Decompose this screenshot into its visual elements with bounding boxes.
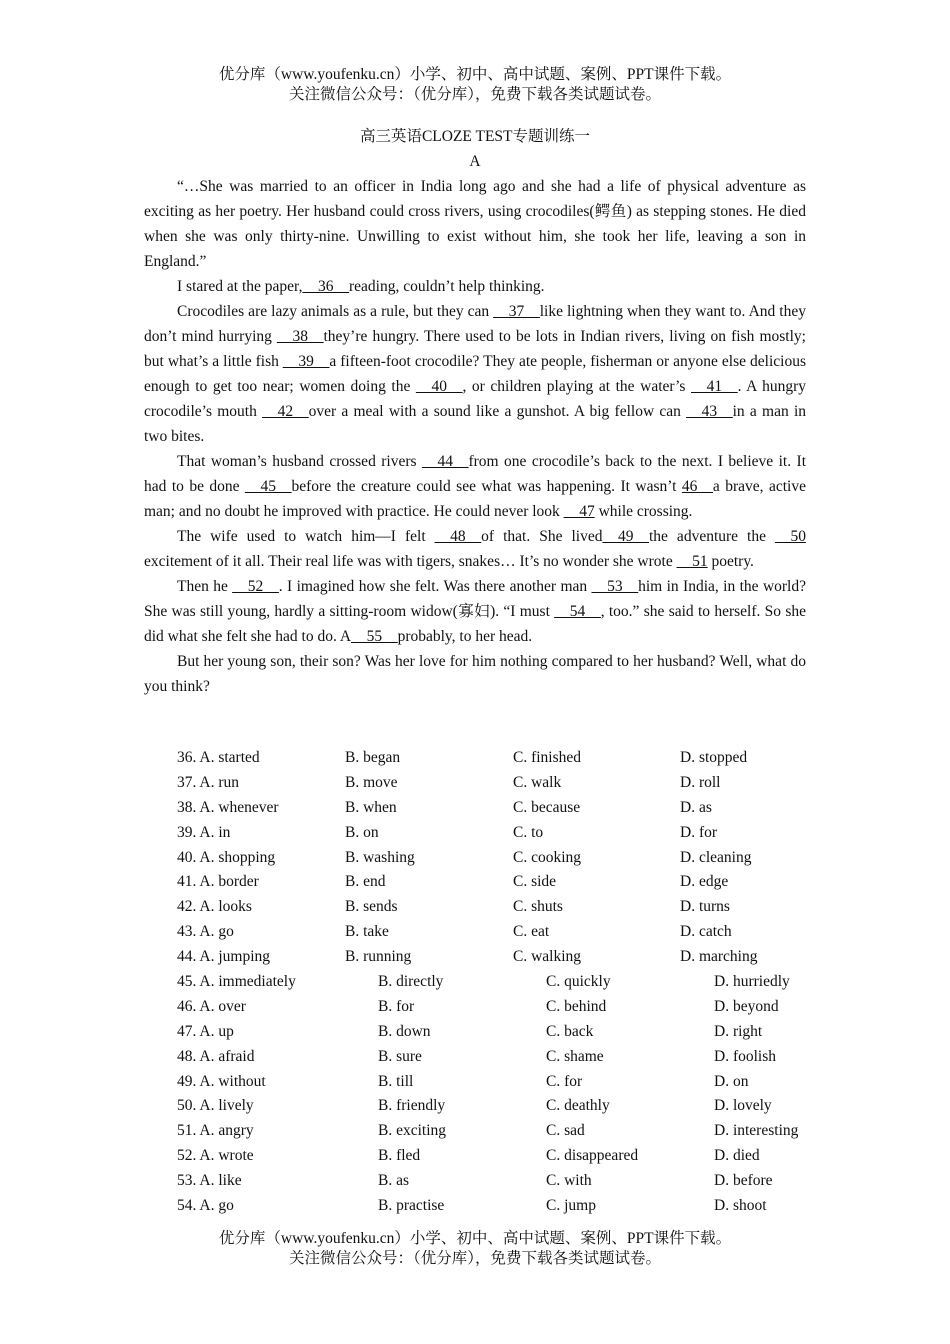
option-choice-b[interactable]: B. end [345, 873, 386, 891]
answer-blank[interactable]: __45__ [245, 478, 292, 495]
option-row [177, 846, 817, 871]
passage-text: like lightning when they want to. And they don’t mind hurrying [144, 303, 806, 345]
option-choice-c[interactable]: C. shame [546, 1047, 604, 1065]
option-choice-a[interactable]: 40. A. shopping [177, 848, 276, 866]
passage-text: the adventure the [648, 528, 776, 545]
option-row [177, 1045, 817, 1070]
option-choice-c[interactable]: C. cooking [513, 848, 582, 866]
option-row [177, 1194, 817, 1219]
passage-text: poetry. [707, 553, 754, 570]
passage-text: before the creature could see what was happening. It wasn’t [291, 478, 682, 495]
option-row [177, 945, 817, 970]
passage-text: That woman’s husband crossed rivers [177, 453, 422, 470]
option-choice-c[interactable]: C. for [546, 1072, 583, 1090]
passage-text: a brave, active man; and no doubt he improved with practice. He could never look [144, 478, 806, 520]
option-choice-a[interactable]: 39. A. in [177, 823, 231, 841]
option-choice-a[interactable]: 51. A. angry [177, 1122, 254, 1140]
option-choice-d[interactable]: D. before [714, 1172, 773, 1190]
option-choice-d[interactable]: D. foolish [714, 1047, 776, 1065]
option-row [177, 746, 817, 771]
passage-paragraph-2 [144, 274, 806, 299]
option-choice-b[interactable]: B. for [378, 997, 415, 1015]
option-choice-d[interactable]: D. catch [680, 923, 732, 941]
option-choice-d[interactable]: D. cleaning [680, 848, 752, 866]
footer-line-2: 关注微信公众号：（优分库），免费下载各类试题试卷。 [288, 1250, 661, 1267]
option-choice-c[interactable]: C. walking [513, 948, 582, 966]
passage-paragraph-3 [144, 299, 806, 449]
option-row [177, 870, 817, 895]
option-choice-a[interactable]: 49. A. without [177, 1072, 266, 1090]
page-title: 高三英语CLOZE TEST专题训练一 [359, 128, 591, 145]
option-row [177, 895, 817, 920]
option-choice-a[interactable]: 54. A. go [177, 1197, 234, 1215]
option-choice-a[interactable]: 36. A. started [177, 749, 260, 766]
answer-blank[interactable]: __42__ [262, 403, 309, 420]
passage-paragraph-1: “…She was married to an officer in India long ago and she had a life of physical adventure as exciting as her poetry. Her husband could cross rivers, using crocodiles(鳄鱼) as stepping stones. He died when she was only thirty-nine. Unwilling to exist without him, she took her life, leaving a son in England.” [144, 178, 806, 270]
option-choice-b[interactable]: B. washing [345, 848, 415, 866]
passage-text: . I imagined how she felt. Was there another man [278, 578, 592, 595]
passage-text: . A hungry crocodile’s mouth [144, 378, 806, 420]
passage [144, 174, 806, 699]
option-choice-b[interactable]: B. exciting [378, 1122, 447, 1140]
option-choice-a[interactable]: 45. A. immediately [177, 973, 296, 991]
option-choice-d[interactable]: D. beyond [714, 997, 779, 1015]
option-row [177, 1119, 817, 1144]
option-row [177, 1094, 817, 1119]
passage-text: in a man in two bites. [144, 403, 807, 445]
option-choice-d[interactable]: D. right [714, 1022, 763, 1040]
option-choice-a[interactable]: 44. A. jumping [177, 948, 271, 966]
option-choice-a[interactable]: 48. A. afraid [177, 1047, 255, 1065]
option-choice-b[interactable]: B. running [345, 948, 412, 966]
passage-text: of that. She lived [481, 528, 603, 545]
option-choice-c[interactable]: C. sad [546, 1122, 585, 1140]
passage-text: , too.” she said to herself. So she did what she felt she had to do. A [144, 603, 806, 645]
passage-text: him in India, in the world? She was still young, hardly a sitting-room widow(寡妇). “I must [144, 578, 806, 620]
answer-blank[interactable]: __52__ [232, 578, 279, 595]
option-choice-d[interactable]: D. for [680, 823, 718, 841]
option-choice-c[interactable]: C. behind [546, 997, 607, 1015]
option-choice-a[interactable]: 43. A. go [177, 923, 234, 941]
passage-text: The wife used to watch him—I felt [177, 528, 435, 545]
option-choice-c[interactable]: C. deathly [546, 1097, 610, 1115]
passage-text: they’re hungry. There used to be lots in Indian rivers, living on fish mostly; but what’s a little fish [144, 328, 806, 370]
option-choice-d[interactable]: D. stopped [680, 749, 748, 766]
option-choice-a[interactable]: 52. A. wrote [177, 1147, 254, 1165]
option-row [177, 821, 817, 846]
answer-blank[interactable]: __38__ [276, 328, 324, 345]
option-choice-c[interactable]: C. eat [513, 923, 550, 941]
option-choice-b[interactable]: B. sure [378, 1047, 422, 1065]
passage-text: , or children playing at the water’s [462, 378, 692, 395]
passage-text: over a meal with a sound like a gunshot. A big fellow can [308, 403, 687, 420]
answer-blank[interactable]: __43__ [686, 403, 733, 420]
option-choice-b[interactable]: B. take [345, 923, 389, 941]
option-choice-c[interactable]: C. side [513, 873, 557, 891]
answer-blank[interactable]: 46__ [681, 478, 713, 495]
option-choice-d[interactable]: D. marching [680, 948, 758, 966]
answer-blank[interactable]: __40__ [415, 378, 463, 395]
option-choice-c[interactable]: C. finished [513, 749, 582, 766]
option-choice-d[interactable]: D. edge [680, 873, 729, 891]
option-choice-d[interactable]: D. interesting [714, 1122, 799, 1140]
option-choice-c[interactable]: C. shuts [513, 898, 563, 916]
option-choice-c[interactable]: C. with [546, 1172, 592, 1190]
answer-blank[interactable]: __47 [563, 503, 595, 520]
option-choice-a[interactable]: 37. A. run [177, 773, 239, 791]
options-list [177, 746, 817, 1219]
passage-paragraph-4 [144, 449, 806, 524]
passage-text: Then he [177, 578, 233, 595]
option-choice-b[interactable]: B. began [345, 749, 401, 766]
passage-text: probably, to her head. [397, 628, 533, 645]
passage-text: a fifteen-foot crocodile? They ate people, fisherman or anyone else delicious enough to get too near; women doing the [144, 353, 806, 395]
option-choice-a[interactable]: 46. A. over [177, 997, 246, 1015]
answer-blank[interactable]: __37__ [493, 303, 540, 320]
answer-blank[interactable]: __49__ [602, 528, 649, 545]
option-choice-a[interactable]: 41. A. border [177, 873, 259, 891]
option-choice-b[interactable]: B. when [345, 798, 397, 816]
option-choice-d[interactable]: D. shoot [714, 1197, 767, 1215]
option-choice-d[interactable]: D. hurriedly [714, 973, 790, 991]
answer-blank[interactable]: __41__ [691, 378, 738, 395]
option-choice-d[interactable]: D. on [714, 1072, 749, 1090]
option-row [177, 1020, 817, 1045]
option-choice-c[interactable]: C. disappeared [546, 1147, 639, 1165]
option-choice-d[interactable]: D. as [680, 798, 712, 816]
answer-blank[interactable]: __51 [676, 553, 708, 570]
option-choice-b[interactable]: B. friendly [378, 1097, 446, 1115]
answer-blank[interactable]: __53__ [591, 578, 639, 595]
option-choice-c[interactable]: C. because [513, 798, 581, 816]
answer-blank[interactable]: __36__ [302, 278, 349, 295]
passage-text: Crocodiles are lazy animals as a rule, but they can [177, 303, 494, 320]
option-choice-b[interactable]: B. as [378, 1172, 409, 1190]
option-row [177, 771, 817, 796]
option-choice-a[interactable]: 38. A. whenever [177, 798, 279, 816]
passage-text: excitement of it all. Their real life was with tigers, snakes… It’s no wonder she wrote [144, 553, 677, 570]
option-choice-d[interactable]: D. roll [680, 773, 721, 791]
header-line-1: 优分库（www.youfenku.cn）小学、初中、高中试题、案例、PPT课件下载。 [218, 66, 732, 83]
passage-text: reading, couldn’t help thinking. [348, 278, 545, 295]
option-choice-a[interactable]: 47. A. up [177, 1022, 234, 1040]
option-choice-b[interactable]: B. sends [345, 898, 398, 916]
option-choice-d[interactable]: D. died [714, 1147, 760, 1165]
option-choice-a[interactable]: 50. A. lively [177, 1097, 254, 1115]
option-choice-b[interactable]: B. fled [378, 1147, 421, 1165]
option-choice-b[interactable]: B. down [378, 1022, 431, 1040]
option-choice-c[interactable]: C. to [513, 823, 544, 841]
option-row [177, 995, 817, 1020]
option-choice-c[interactable]: C. jump [546, 1197, 596, 1215]
answer-blank[interactable]: __54__ [554, 603, 601, 620]
footer-line-1: 优分库（www.youfenku.cn）小学、初中、高中试题、案例、PPT课件下载。 [218, 1230, 732, 1247]
option-choice-b[interactable]: B. directly [378, 973, 444, 991]
option-choice-c[interactable]: C. walk [513, 773, 562, 791]
option-row [177, 920, 817, 945]
option-choice-d[interactable]: D. lovely [714, 1097, 772, 1115]
header-line-2: 关注微信公众号：（优分库），免费下载各类试题试卷。 [288, 86, 661, 103]
passage-text: while crossing. [594, 503, 693, 520]
option-row [177, 796, 817, 821]
option-choice-b[interactable]: B. on [345, 823, 379, 841]
passage-paragraph-5 [144, 524, 806, 574]
option-choice-c[interactable]: C. back [546, 1022, 594, 1040]
answer-blank[interactable]: __39__ [282, 353, 330, 370]
answer-blank[interactable]: __44__ [421, 453, 469, 470]
option-choice-b[interactable]: B. till [378, 1072, 414, 1090]
option-row [177, 1144, 817, 1169]
passage-paragraph-6 [144, 574, 806, 649]
passage-paragraph-7: But her young son, their son? Was her love for him nothing compared to her husband? Well, what do you think? [144, 653, 806, 695]
option-choice-b[interactable]: B. move [345, 773, 398, 791]
option-choice-b[interactable]: B. practise [378, 1197, 445, 1215]
answer-blank[interactable]: __55__ [351, 628, 398, 645]
option-row [177, 970, 817, 995]
option-choice-a[interactable]: 42. A. looks [177, 898, 252, 916]
option-row [177, 1070, 817, 1095]
option-choice-d[interactable]: D. turns [680, 898, 730, 916]
option-row [177, 1169, 817, 1194]
answer-blank[interactable]: __48__ [434, 528, 482, 545]
passage-text: from one crocodile’s back to the next. I believe it. It had to be done [144, 453, 807, 495]
option-choice-c[interactable]: C. quickly [546, 973, 611, 991]
section-label: A [469, 153, 481, 170]
answer-blank[interactable]: __50 [775, 528, 807, 545]
passage-text: I stared at the paper, [177, 278, 303, 295]
option-choice-a[interactable]: 53. A. like [177, 1172, 242, 1190]
